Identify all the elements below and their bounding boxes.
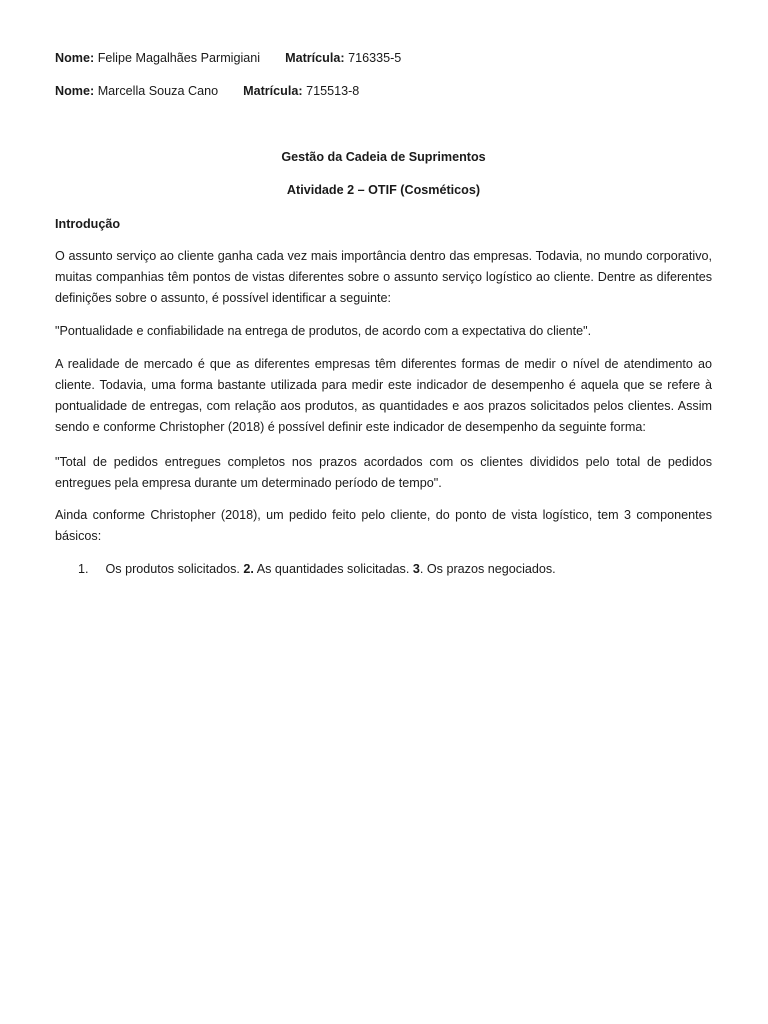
list-number: 1. [78, 562, 89, 576]
list-text: As quantidades solicitadas. [256, 562, 410, 576]
nome-label: Nome: [55, 84, 95, 98]
student-row-2 [55, 84, 359, 98]
paragraph-2: A realidade de mercado é que as diferentes empresas têm diferentes formas de medir o nível de atendimento ao cliente. Todavia, uma forma bastante utilizada para medir este indicador de desempenho é aquela que se refere à pontualidade de entregas, com relação aos produtos, as quantidades e aos prazos solicitados pelos clientes. Assim sendo e conforme Christopher (2018) é possível definir este indicador de desempenho da seguinte forma: [55, 357, 712, 434]
intro-heading: Introdução [55, 217, 121, 231]
student-name: Marcella Souza Cano [97, 84, 219, 98]
list-item [78, 562, 556, 576]
matricula-label: Matrícula: [285, 51, 345, 65]
activity-title: Atividade 2 – OTIF (Cosméticos) [286, 183, 481, 197]
student-id: 715513-8 [306, 84, 360, 98]
student-id: 716335-5 [348, 51, 402, 65]
matricula-label: Matrícula: [243, 84, 303, 98]
list-number: 3 [412, 562, 420, 576]
paragraph-3: Ainda conforme Christopher (2018), um pedido feito pelo cliente, do ponto de vista logístico, tem 3 componentes básicos: [55, 508, 712, 543]
paragraph-quote-otif: "Total de pedidos entregues completos nos prazos acordados com os clientes divididos pelo total de pedidos entregues pela empresa durante um determinado período de tempo". [55, 455, 712, 490]
list-text: Os produtos solicitados. [105, 562, 240, 576]
list-number: 2. [243, 562, 254, 576]
nome-label: Nome: [55, 51, 95, 65]
list-text: . Os prazos negociados. [419, 562, 556, 576]
student-row-1 [55, 51, 401, 65]
paragraph-quote-definition: "Pontualidade e confiabilidade na entrega de produtos, de acordo com a expectativa do cliente". [55, 324, 592, 338]
student-name: Felipe Magalhães Parmigiani [97, 51, 261, 65]
course-title: Gestão da Cadeia de Suprimentos [281, 150, 486, 164]
paragraph-1: O assunto serviço ao cliente ganha cada vez mais importância dentro das empresas. Todavia, no mundo corporativo, muitas companhias têm pontos de vistas diferentes sobre o assunto serviço logístico ao cliente. Dentre as diferentes definições sobre o assunto, é possível identificar a seguinte: [55, 249, 712, 305]
